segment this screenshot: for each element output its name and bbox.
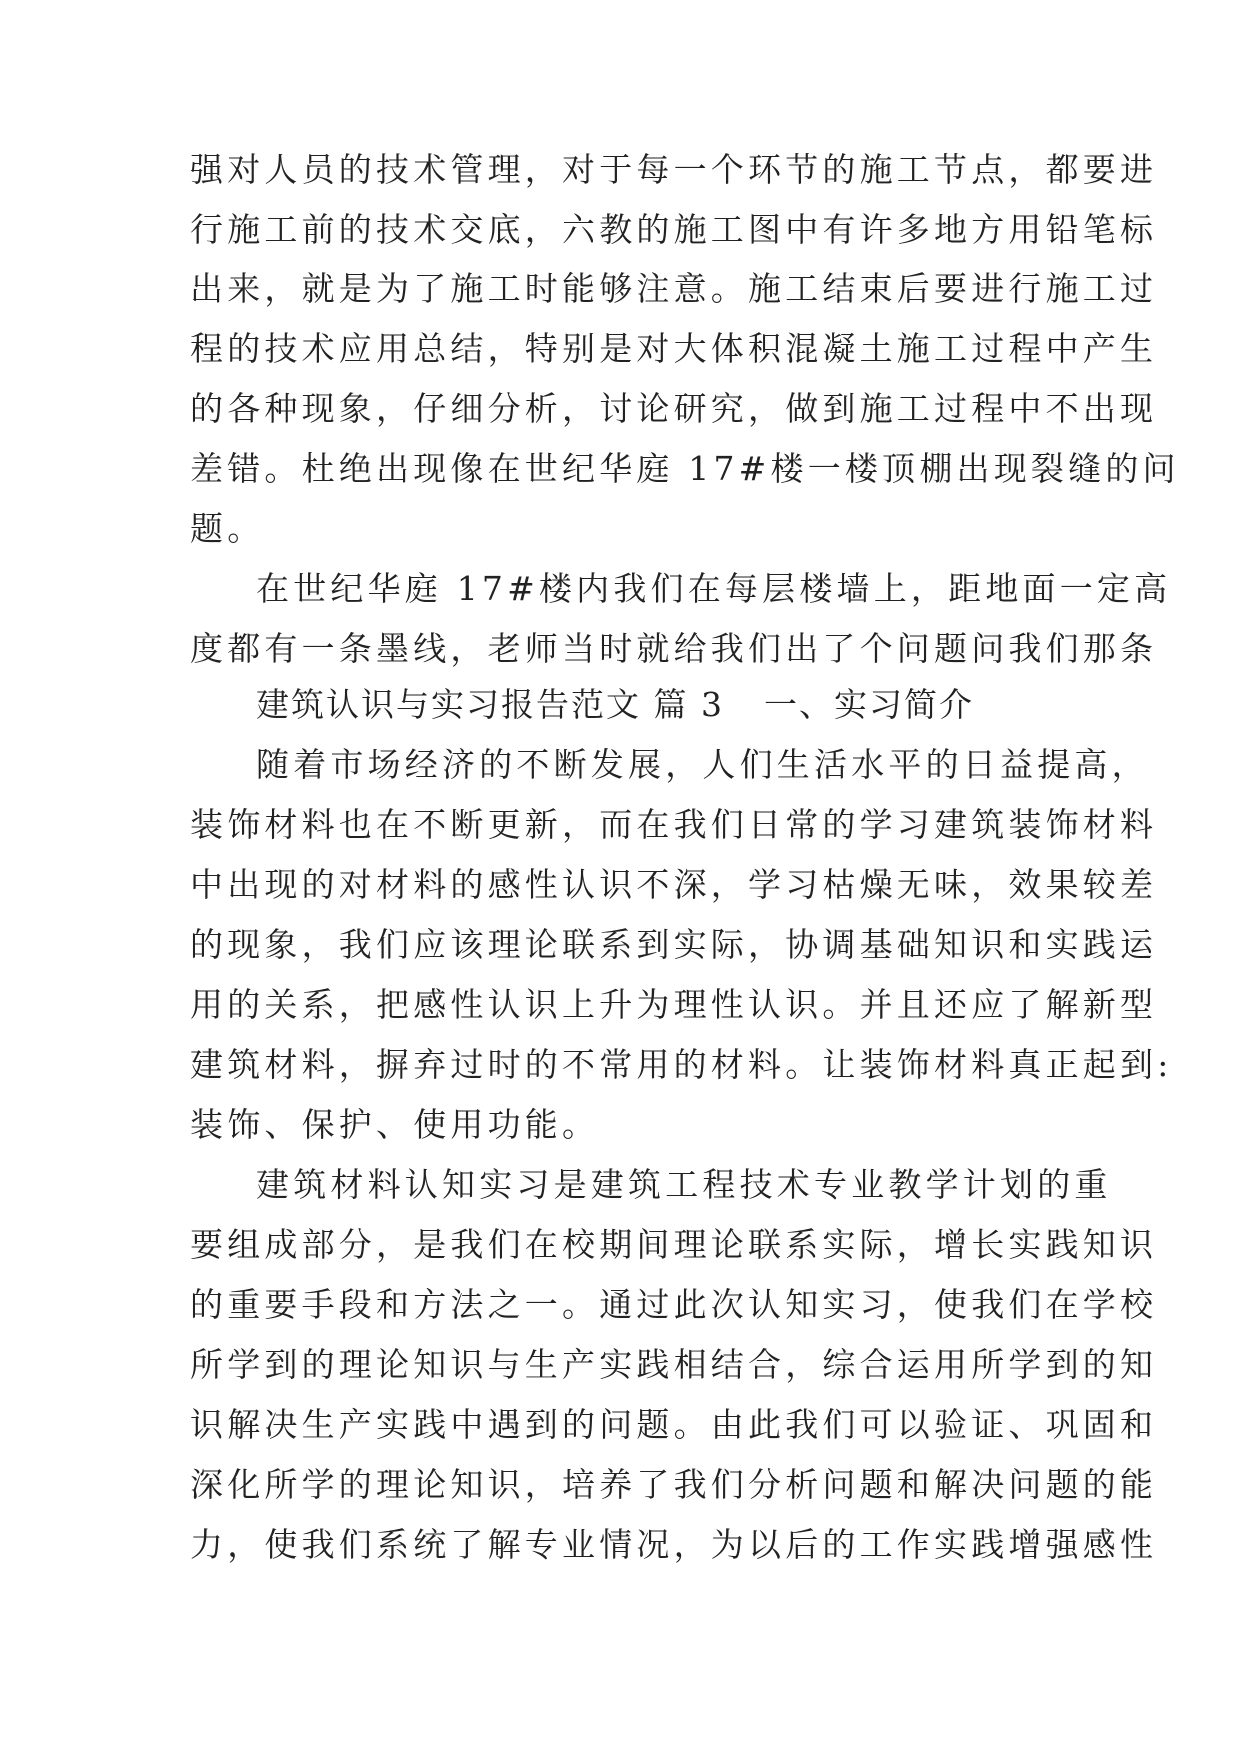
paragraph-line: 随着市场经济的不断发展，人们生活水平的日益提高， — [256, 745, 1149, 784]
paragraph-line: 建筑材料，摒弃过时的不常用的材料。让装饰材料真正起到: — [190, 1045, 1173, 1084]
paragraph-line: 识解决生产实践中遇到的问题。由此我们可以验证、巩固和 — [190, 1405, 1158, 1444]
paragraph-line: 中出现的对材料的感性认识不深，学习枯燥无味，效果较差 — [190, 865, 1158, 904]
paragraph-line: 行施工前的技术交底，六教的施工图中有许多地方用铅笔标 — [190, 210, 1158, 249]
paragraph-line: 要组成部分，是我们在校期间理论联系实际，增长实践知识 — [190, 1225, 1158, 1264]
paragraph-line: 深化所学的理论知识，培养了我们分析问题和解决问题的能 — [190, 1465, 1158, 1504]
paragraph-line: 强对人员的技术管理，对于每一个环节的施工节点，都要进 — [190, 150, 1158, 189]
paragraph-line: 在世纪华庭 17#楼内我们在每层楼墙上，距地面一定高 — [256, 569, 1172, 608]
paragraph-line: 出来，就是为了施工时能够注意。施工结束后要进行施工过 — [190, 269, 1158, 308]
section-subtitle: 一、实习简介 — [764, 685, 974, 724]
paragraph-line: 建筑材料认知实习是建筑工程技术专业教学计划的重 — [256, 1165, 1112, 1204]
paragraph-line: 的现象，我们应该理论联系到实际，协调基础知识和实践运 — [190, 925, 1158, 964]
paragraph-line: 的重要手段和方法之一。通过此次认知实习，使我们在学校 — [190, 1285, 1158, 1324]
paragraph-line: 所学到的理论知识与生产实践相结合，综合运用所学到的知 — [190, 1345, 1158, 1384]
paragraph-line: 差错。杜绝出现像在世纪华庭 17#楼一楼顶棚出现裂缝的问 — [190, 449, 1180, 488]
paragraph-line: 的各种现象，仔细分析，讨论研究，做到施工过程中不出现 — [190, 389, 1158, 428]
section-title: 建筑认识与实习报告范文 — [256, 685, 641, 724]
paragraph-line: 装饰材料也在不断更新，而在我们日常的学习建筑装饰材料 — [190, 805, 1158, 844]
paragraph-line: 力，使我们系统了解专业情况，为以后的工作实践增强感性 — [190, 1525, 1158, 1564]
paragraph-line: 程的技术应用总结，特别是对大体积混凝土施工过程中产生 — [190, 329, 1158, 368]
section-heading — [256, 685, 1146, 725]
paragraph-line: 装饰、保护、使用功能。 — [190, 1105, 600, 1144]
paragraph-line: 度都有一条墨线，老师当时就给我们出了个问题问我们那条 — [190, 629, 1158, 668]
section-part-number: 篇 3 — [653, 685, 724, 724]
paragraph-line: 用的关系，把感性认识上升为理性认识。并且还应了解新型 — [190, 985, 1158, 1024]
paragraph-line: 题。 — [190, 509, 265, 548]
